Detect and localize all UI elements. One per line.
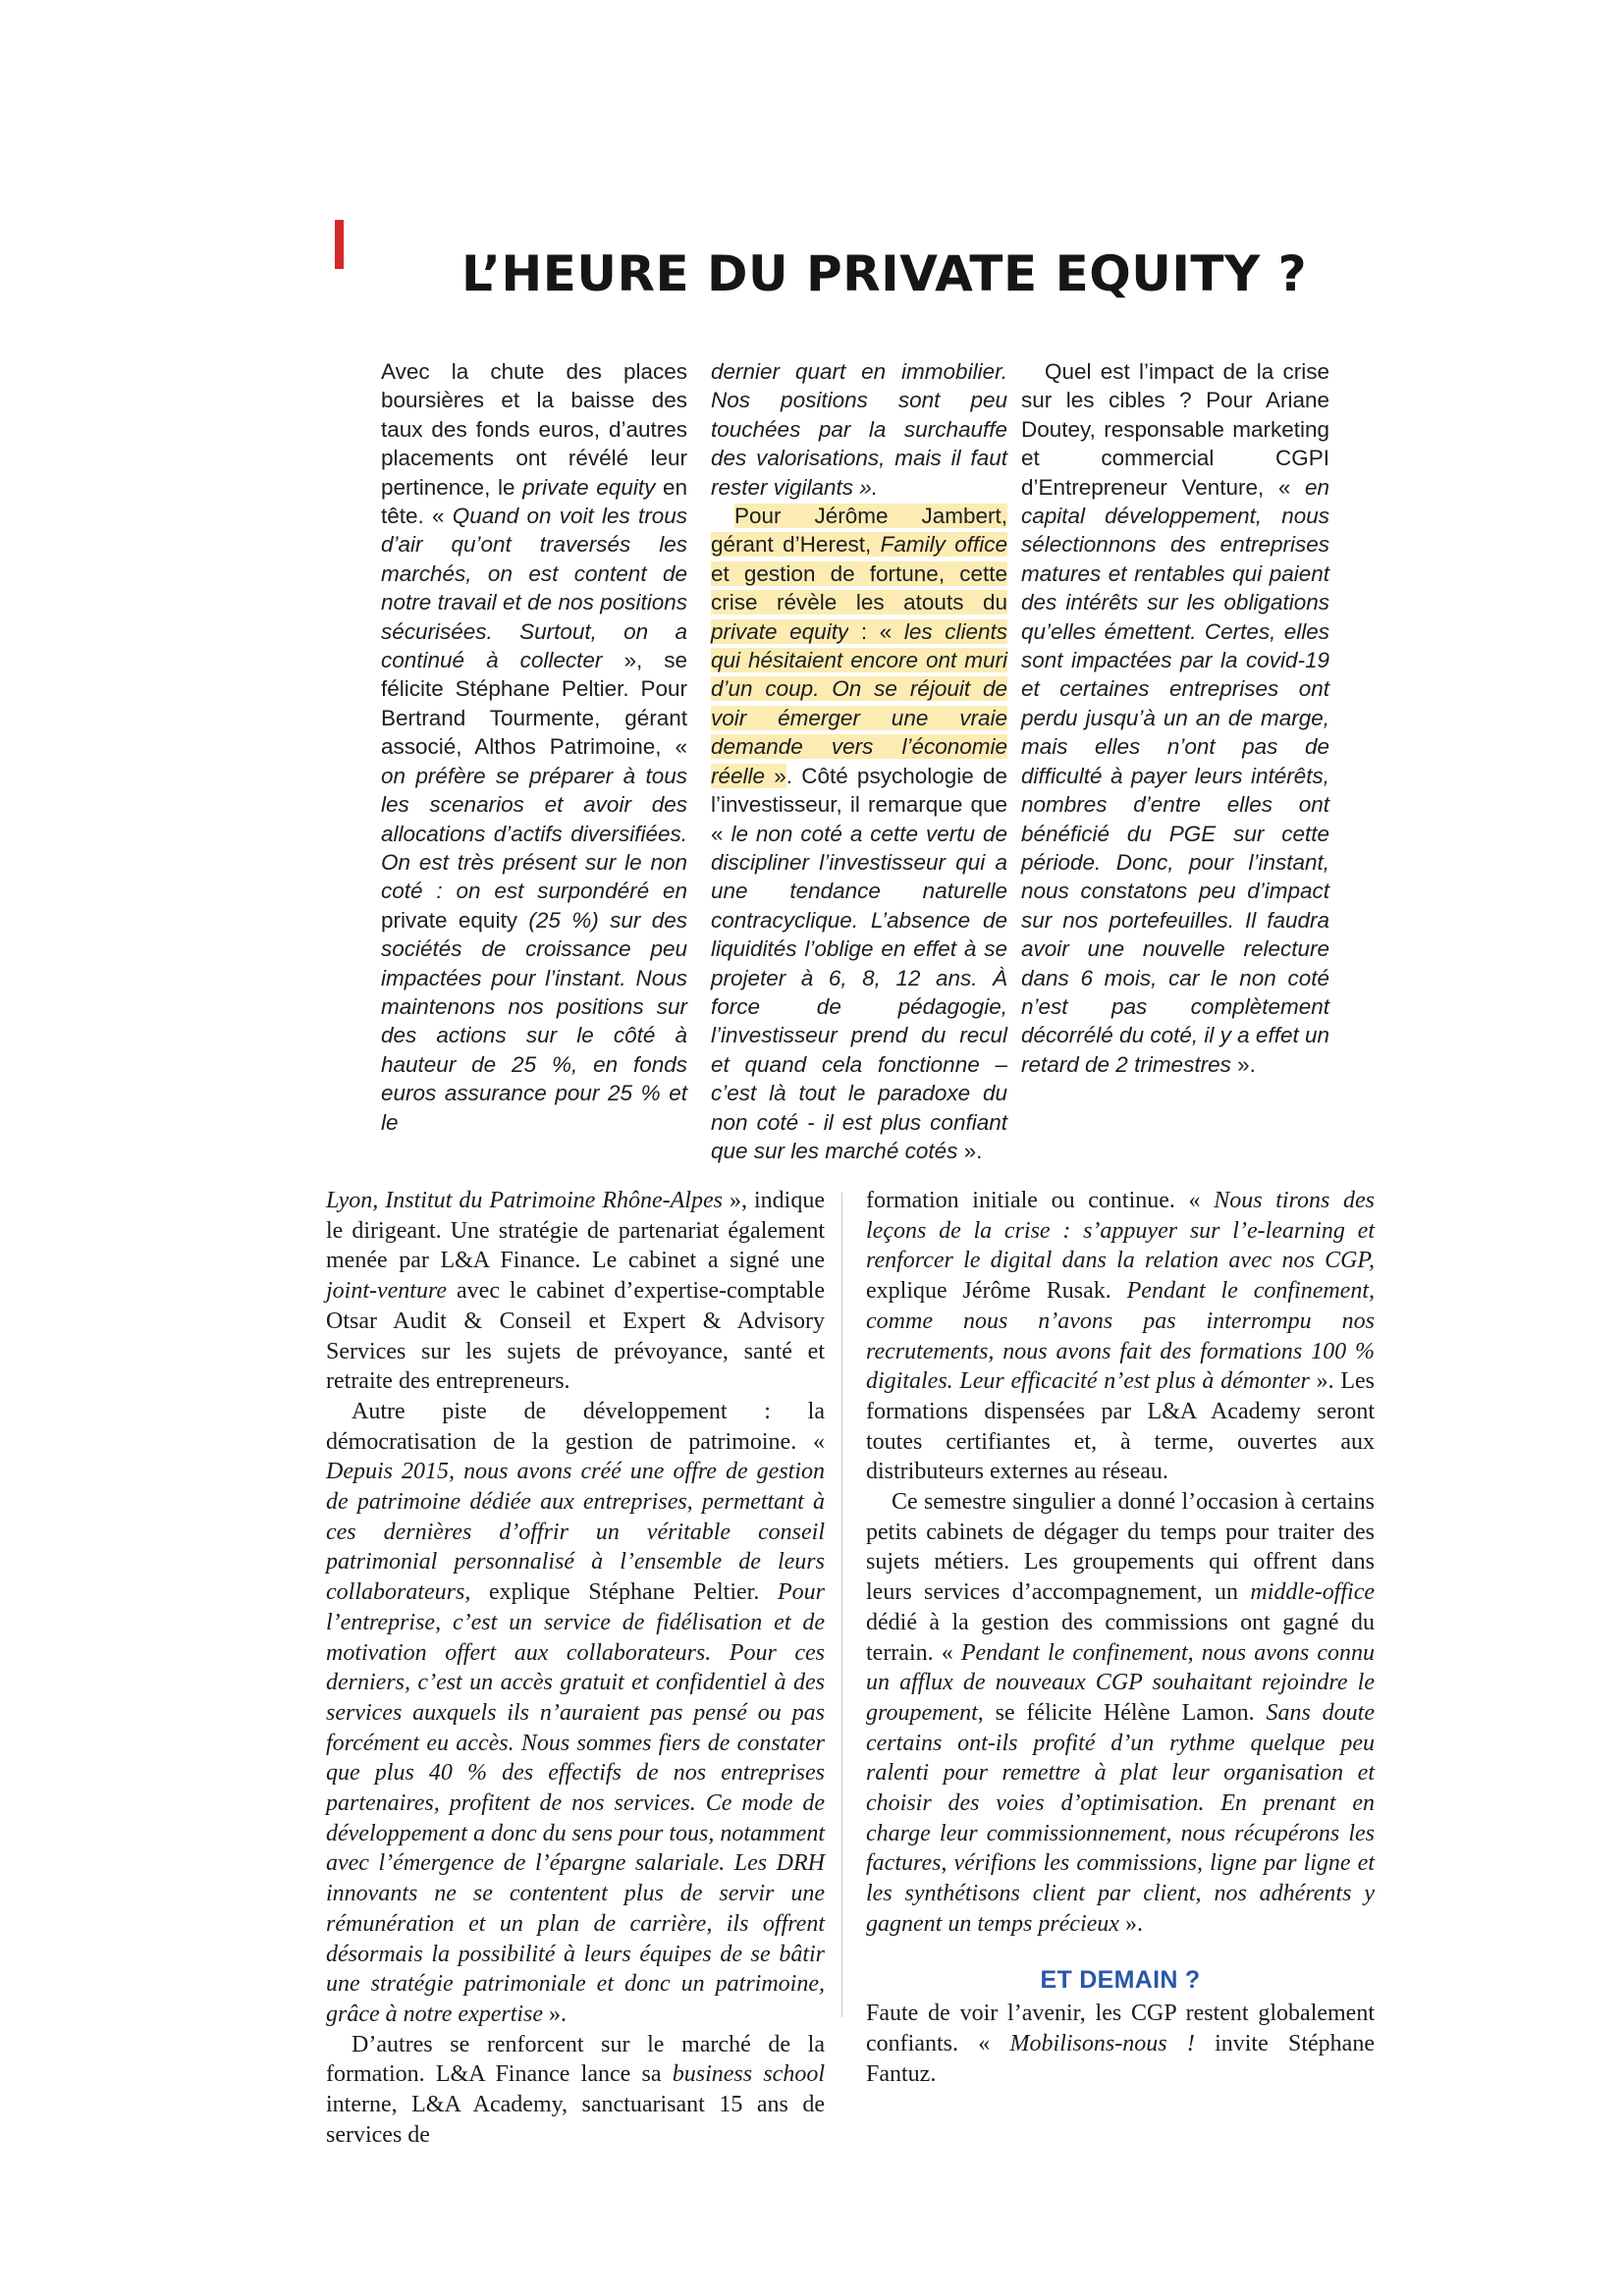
text-run: (25 %) sur des sociétés de croissance peu impactées pour l’instant. Nous maintenons nos positions sur des actions sur le côté à hauteur de 25 %, en fonds euros assurance pour 25 % et le [381,907,687,1135]
text-run: Ce semestre singulier a donné l’occasion à certains petits cabinets de dégager du temps pour traiter des sujets métiers. Les groupements qui offrent dans leurs services d’accompagnement, un [866,1489,1375,1606]
text-run: . Côté psychologie de l’investisseur, il remarque que « [711,763,1007,846]
text-run: et gestion de fortune, cette crise révèle les atouts du [711,561,1007,615]
text-run: en tête. « [381,474,688,529]
paragraph [866,1999,1375,2089]
text-run: Sans doute certains ont-ils profité d’un rythme quelque peu ralenti pour remettre à plat leur organisation et choisir des voies d’optimisation. En prenant en charge leur commissionnement, nous récupérons les factures, vérifions les commissions, ligne par ligne et les synthétisons client par client, nos adhérents y gagnent un temps précieux [866,1699,1375,1937]
bottom-column-left [326,1186,825,2151]
text-run: joint-venture [326,1278,448,1305]
text-run: ». Les formations dispensées par L&A Academy seront toutes certifiantes et, à terme, ouvertes aux distributeurs externes au réseau. [866,1368,1375,1485]
text-run: explique Jérôme Rusak. [866,1278,1127,1305]
text-run: invite Stéphane Fantuz. [866,2030,1375,2087]
text-run: les clients qui hésitaient encore ont muri d’un coup. On se réjouit de voir émerger une vraie demande vers l’économie réelle [711,618,1007,788]
text-run: » [765,763,786,788]
text-run: avec le cabinet d’expertise-comptable Otsar Audit & Conseil et Expert & Advisory Services sur les sujets de prévoyance, santé et retraite des entrepreneurs. [326,1278,825,1395]
article-title: L’HEURE DU PRIVATE EQUITY ? [461,245,1308,302]
text-run: explique Stéphane Peltier. [470,1579,778,1606]
text-run: private equity [381,907,529,933]
paragraph: dernier quart en immobilier. Nos positions sont peu touchées par la surchauffe des valorisations, mais il faut rester vigilants ». [711,359,1007,500]
text-run: Family office [880,532,1007,558]
text-run: on préfère se préparer à tous les scenarios et avoir des allocations d’actifs diversifiées. On est très présent sur le non coté : on est surpondéré en [381,763,687,904]
text-run: », se félicite Stéphane Peltier. Pour Bertrand Tourmente, gérant associé, Althos Patrimoine, « [381,648,687,760]
column-divider [841,1193,842,2017]
text-run: Depuis 2015, nous avons créé une offre de gestion de patrimoine dédiée aux entreprises, permettant à ces dernières d’offrir un véritable conseil patrimonial personnalisé à l’ensemble de leurs collaborateurs, [326,1459,825,1606]
text-run: Pendant le confinement, nous avons connu un afflux de nouveaux CGP souhaitant rejoindre le groupement, [866,1639,1376,1726]
subheading: ET DEMAIN ? [1040,1965,1201,1994]
paragraph [711,502,1007,1165]
text-run: business school [672,2061,826,2088]
text-run: Pour l’entreprise, c’est un service de fidélisation et de motivation offert aux collaborateurs. Pour ces derniers, c’est un accès gratuit et confidentiel à des services auxquels ils n’auraient pas pensé ou pas forcément eu accès. Nous sommes fiers de constater que plus 40 % des effectifs de nos entreprises partenaires, profitent de nos services. Ce mode de développement a donc du sens pour tous, notamment avec l’émergence de l’épargne salariale. Les DRH innovants ne se contentent plus de servir une rémunération et un plan de carrière, ils offrent désormais la possibilité à leurs équipes de se bâtir une stratégie patrimoniale et donc un patrimoine, grâce à notre expertise [326,1579,825,2027]
text-run: Faute de voir l’avenir, les CGP restent globalement confiants. « [866,2001,1375,2056]
text-run: se félicite Hélène Lamon. [983,1699,1267,1726]
text-run: ». [1230,1051,1256,1077]
text-run: Pour Jérôme Jambert, gérant d’Herest, [711,504,1007,558]
text-run: Quand on voit les trous d’air qu’ont traversés les marchés, on est content de notre travail et de nos positions sécurisées. Surtout, on a continué à collecter [381,504,687,673]
text-run: Quel est l’impact de la crise sur les cibles ? Pour Ariane Doutey, responsable marketing et commercial CGPI d’Entrepreneur Venture, « [1021,359,1329,500]
text-run: ». [543,2001,568,2027]
bottom-column-right [866,1186,1375,2089]
text-run: private equity [711,618,849,644]
text-run: le non coté a cette vertu de discipliner l’investisseur qui a une tendance naturelle contracyclique. L’absence de liquidités l’oblige en effet à se projeter à 6, 8, 12 ans. À force de pédagogie, l’investisseur prend du recul et quand cela fonctionne – c’est là tout le paradoxe du non coté - il est plus confiant que sur les marché cotés [711,821,1007,1163]
top-column-2 [711,357,1007,1165]
text-run: private equity [522,474,656,500]
text-run: Autre piste de développement : la démocratisation de la gestion de patrimoine. « [326,1398,825,1455]
text-run: ». [957,1138,983,1163]
text-run: Lyon, Institut du Patrimoine Rhône-Alpes [326,1188,723,1213]
text-run: Avec la chute des places boursières et la baisse des taux des fonds euros, d’autres placements ont révélé leur pertinence, le [381,359,687,500]
paragraph [1021,357,1329,1079]
text-run: D’autres se renforcent sur le marché de la formation. L&A Finance lance sa [326,2031,825,2088]
paragraph [326,2030,825,2151]
top-column-3 [1021,357,1329,1079]
section-marker [335,220,344,269]
paragraph [326,1186,825,1397]
text-run: middle-office [1250,1579,1375,1606]
text-run: ». [1118,1910,1143,1937]
text-run: Pendant le confinement, comme nous n’avons pas interrompu nos recrutements, nous avons fait des formations 100 % digitales. Leur efficacité n’est plus à démonter [866,1278,1375,1395]
text-run: interne, L&A Academy, sanctuarisant 15 ans de services de [326,2092,825,2148]
text-run: Mobilisons-nous ! [1009,2030,1195,2056]
text-run: : « [848,618,904,644]
text-run: », indique le dirigeant. Une stratégie de partenariat également menée par L&A Finance. Le cabinet a signé une [326,1188,825,1274]
paragraph [326,1397,825,2030]
text-run: en capital développement, nous sélectionnons des entreprises matures et rentables qui paient des intérêts sur les obligations qu’elles émettent. Certes, elles sont impactées par la covid-19 et certaines entreprises ont perdu jusqu’à un an de marge, mais elles n’ont pas de difficulté à payer leurs intérêts, nombres d’entre elles ont bénéficié du PGE sur cette période. Donc, pour l’instant, nous constatons peu d’impact sur nos portefeuilles. Il faudra avoir une nouvelle relecture dans 6 mois, car le non coté n’est pas complètement décorrélé du coté, il y a effet un retard de 2 trimestres [1021,474,1329,1077]
paragraph [866,1186,1375,1487]
paragraph [381,357,687,1137]
top-column-1 [381,357,687,1137]
paragraph [866,1487,1375,1940]
text-run: Nous tirons des leçons de la crise : s’appuyer sur l’e-learning et renforcer le digital dans la relation avec nos CGP, [866,1188,1375,1274]
text-run: formation initiale ou continue. « [866,1188,1215,1213]
text-run: dédié à la gestion des commissions ont gagné du terrain. « [866,1609,1375,1666]
